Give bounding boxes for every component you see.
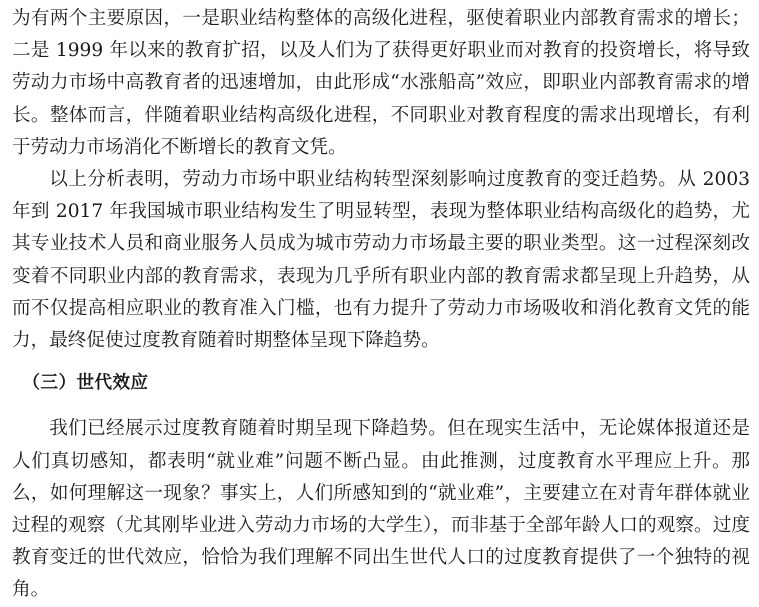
document-page [12,0,750,607]
paragraph-analysis-summary: 以上分析表明，劳动力市场中职业结构转型深刻影响过度教育的变迁趋势。从 2003 年到 2017 年我国城市职业结构发生了明显转型，表现为整体职业结构高级化的趋势，尤其专业技术人员和商业服务人员成为城市劳动力市场最主要的职业类型。这一过程深刻改变着不同职业内部的教育需求，表现为几乎所有职业内部的教育需求都呈现上升趋势，从而不仅提高相应职业的教育准入门槛，也有力提升了劳动力市场吸收和消化教育文凭的能力，最终促使过度教育随着时期整体呈现下降趋势。 [12,169,750,352]
section-heading-cohort-effect: （三）世代效应 [22,373,149,394]
paragraph-cohort-effect: 我们已经展示过度教育随着时期呈现下降趋势。但在现实生活中，无论媒体报道还是人们真切感知，都表明“就业难”问题不断凸显。由此推测，过度教育水平理应上升。那么，如何理解这一现象？事实上，人们所感知到的“就业难”，主要建立在对青年群体就业过程的观察（尤其刚毕业进入劳动力市场的大学生），而非基于全部年龄人口的观察。过度教育变迁的世代效应，恰恰为我们理解不同出生世代人口的过度教育提供了一个独特的视角。 [12,418,750,601]
paragraph-continued: 为有两个主要原因，一是职业结构整体的高级化进程，驱使着职业内部教育需求的增长；二是 1999 年以来的教育扩招，以及人们为了获得更好职业而对教育的投资增长，将导致劳动力市场中高教育者的迅速增加，由此形成“水涨船高”效应，即职业内部教育需求的增长。整体而言，伴随着职业结构高级化进程，不同职业对教育程度的需求出现增长，有利于劳动力市场消化不断增长的教育文凭。 [12,8,750,158]
